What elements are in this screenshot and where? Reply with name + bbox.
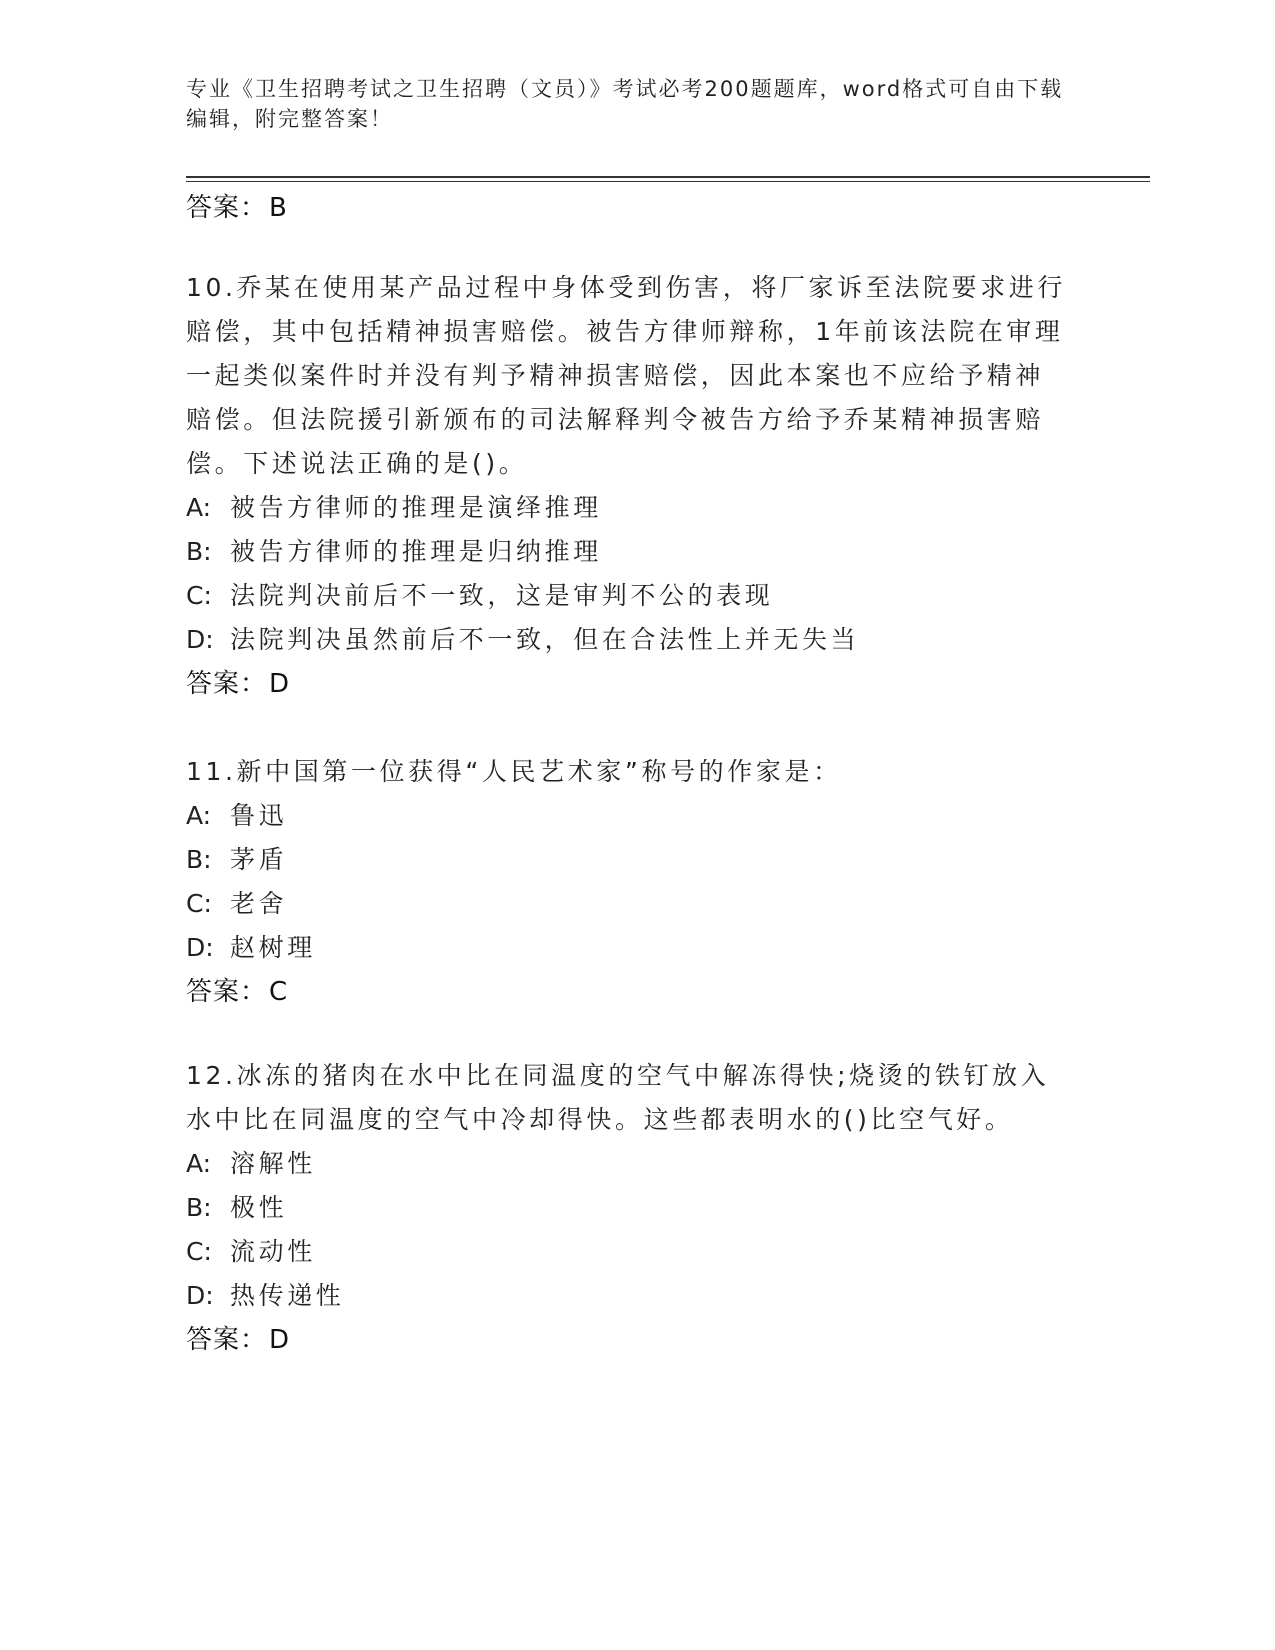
question-10-line-2: 赔偿，其中包括精神损害赔偿。被告方律师辩称，1年前该法院在审理 bbox=[186, 317, 1064, 346]
option-letter: B: bbox=[186, 537, 212, 566]
answer-label: 答案： bbox=[186, 669, 268, 699]
question-11-option-b bbox=[186, 844, 287, 876]
option-text: 鲁迅 bbox=[230, 801, 288, 830]
question-10-option-c bbox=[186, 580, 773, 612]
answer-value: B bbox=[269, 193, 288, 223]
option-letter: D: bbox=[186, 1281, 214, 1310]
question-10-line-5: 偿。下述说法正确的是()。 bbox=[186, 449, 528, 478]
option-letter: A: bbox=[186, 801, 212, 830]
option-letter: C: bbox=[186, 581, 212, 610]
answer-value: D bbox=[269, 1325, 291, 1355]
question-12-answer bbox=[186, 1324, 290, 1356]
option-letter: D: bbox=[186, 625, 214, 654]
option-text: 法院判决前后不一致，这是审判不公的表现 bbox=[230, 581, 774, 610]
question-11-option-d bbox=[186, 932, 316, 964]
header-divider-thin bbox=[186, 181, 1150, 182]
option-text: 法院判决虽然前后不一致，但在合法性上并无失当 bbox=[230, 625, 860, 654]
answer-label: 答案： bbox=[186, 193, 268, 223]
question-12-line-1: 12.冰冻的猪肉在水中比在同温度的空气中解冻得快;烧烫的铁钉放入 bbox=[186, 1061, 1050, 1090]
answer-label: 答案： bbox=[186, 1325, 268, 1355]
answer-value: D bbox=[269, 669, 291, 699]
question-11-line-1: 11.新中国第一位获得“人民艺术家”称号的作家是： bbox=[186, 757, 842, 786]
option-text: 溶解性 bbox=[230, 1149, 316, 1178]
question-12-option-d bbox=[186, 1280, 344, 1312]
option-text: 热传递性 bbox=[230, 1281, 345, 1310]
question-10-line-1: 10.乔某在使用某产品过程中身体受到伤害，将厂家诉至法院要求进行 bbox=[186, 273, 1066, 302]
option-letter: B: bbox=[186, 1193, 212, 1222]
question-11-option-a bbox=[186, 800, 287, 832]
document-header: 专业《卫生招聘考试之卫生招聘（文员）》考试必考200题题库，word格式可自由下载编辑，附完整答案！ bbox=[186, 77, 1064, 131]
answer-label: 答案： bbox=[186, 977, 268, 1007]
question-10-option-b bbox=[186, 536, 602, 568]
question-11-option-c bbox=[186, 888, 287, 920]
option-letter: C: bbox=[186, 889, 212, 918]
question-10-line-4: 赔偿。但法院援引新颁布的司法解释判令被告方给予乔某精神损害赔 bbox=[186, 405, 1045, 434]
answer-value: C bbox=[269, 977, 289, 1007]
question-10-answer bbox=[186, 668, 290, 700]
question-12-option-b bbox=[186, 1192, 287, 1224]
question-12-line-2: 水中比在同温度的空气中冷却得快。这些都表明水的()比空气好。 bbox=[186, 1105, 1014, 1134]
question-10-option-a bbox=[186, 492, 602, 524]
option-letter: A: bbox=[186, 493, 212, 522]
option-text: 被告方律师的推理是归纳推理 bbox=[230, 537, 602, 566]
question-10-option-d bbox=[186, 624, 859, 656]
option-text: 流动性 bbox=[230, 1237, 316, 1266]
question-12-option-c bbox=[186, 1236, 316, 1268]
option-letter: B: bbox=[186, 845, 212, 874]
option-text: 茅盾 bbox=[230, 845, 288, 874]
option-letter: C: bbox=[186, 1237, 212, 1266]
question-11-answer bbox=[186, 976, 288, 1008]
option-text: 被告方律师的推理是演绎推理 bbox=[230, 493, 602, 522]
option-letter: D: bbox=[186, 933, 214, 962]
header-divider-thick bbox=[186, 176, 1150, 178]
question-10-line-3: 一起类似案件时并没有判予精神损害赔偿，因此本案也不应给予精神 bbox=[186, 361, 1045, 390]
previous-answer bbox=[186, 192, 288, 224]
option-text: 赵树理 bbox=[230, 933, 316, 962]
option-text: 极性 bbox=[230, 1193, 288, 1222]
question-12-option-a bbox=[186, 1148, 316, 1180]
option-letter: A: bbox=[186, 1149, 212, 1178]
option-text: 老舍 bbox=[230, 889, 288, 918]
